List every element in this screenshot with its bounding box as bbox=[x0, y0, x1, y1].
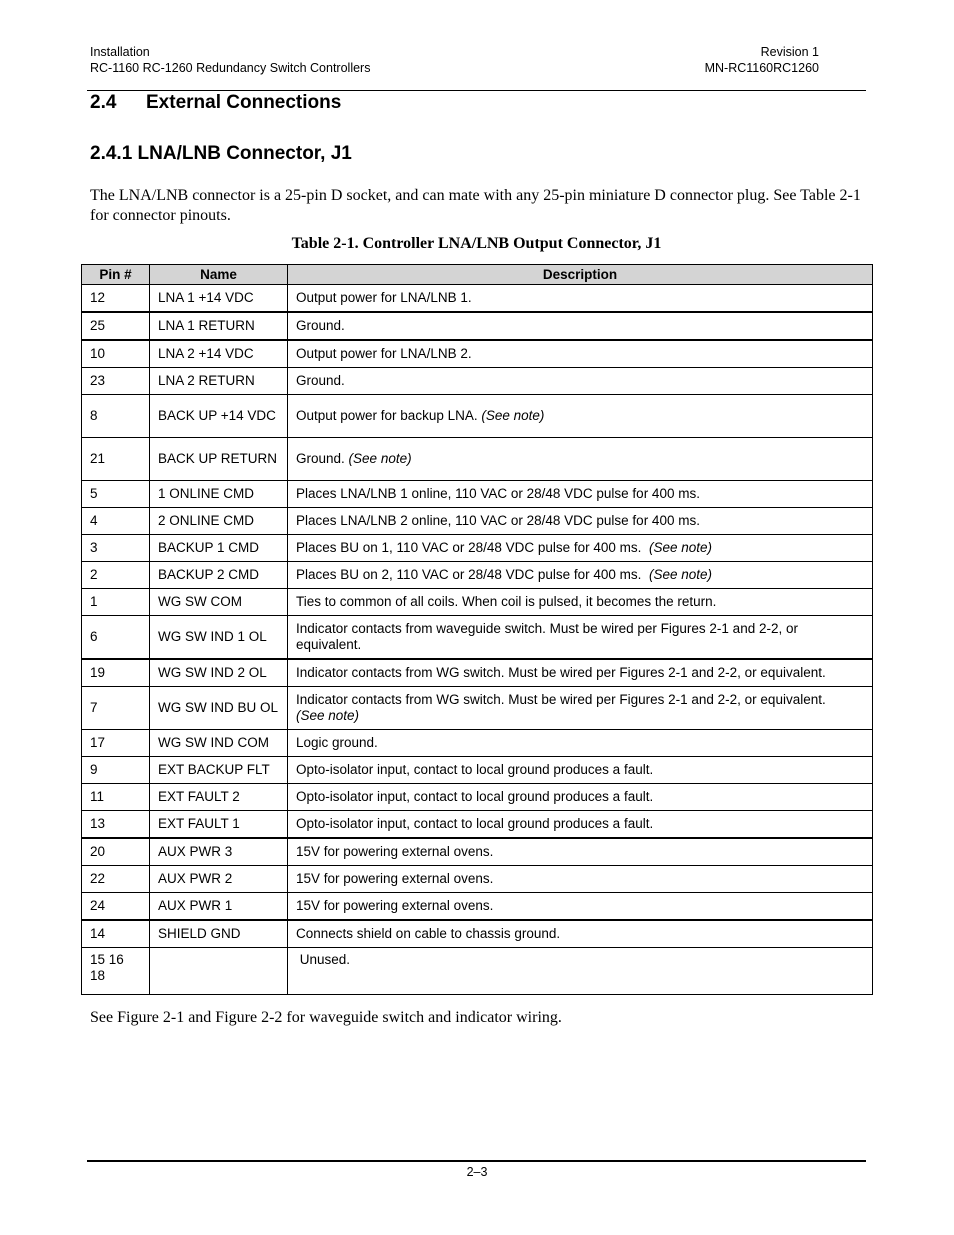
table-row bbox=[82, 730, 873, 757]
description-cell: Places LNA/LNB 2 online, 110 VAC or 28/48 VDC pulse for 400 ms. bbox=[288, 508, 873, 535]
name-cell: AUX PWR 2 bbox=[150, 866, 288, 893]
pin-cell: 7 bbox=[82, 687, 150, 730]
pin-cell: 3 bbox=[82, 535, 150, 562]
header-rule bbox=[87, 90, 866, 91]
name-cell: LNA 1 +14 VDC bbox=[150, 285, 288, 313]
table-row bbox=[82, 438, 873, 481]
pin-cell: 22 bbox=[82, 866, 150, 893]
pin-cell: 19 bbox=[82, 659, 150, 687]
table-row bbox=[82, 659, 873, 687]
name-cell: WG SW IND 2 OL bbox=[150, 659, 288, 687]
table-row bbox=[82, 562, 873, 589]
table-row bbox=[82, 312, 873, 340]
name-cell: EXT FAULT 1 bbox=[150, 811, 288, 839]
pin-cell: 14 bbox=[82, 920, 150, 948]
name-cell: 2 ONLINE CMD bbox=[150, 508, 288, 535]
subsection-heading: 2.4.1 LNA/LNB Connector, J1 bbox=[90, 143, 352, 164]
pin-cell: 4 bbox=[82, 508, 150, 535]
pin-cell: 10 bbox=[82, 340, 150, 368]
table-row bbox=[82, 340, 873, 368]
description-cell: Places LNA/LNB 1 online, 110 VAC or 28/48 VDC pulse for 400 ms. bbox=[288, 481, 873, 508]
description-cell: Places BU on 2, 110 VAC or 28/48 VDC pulse for 400 ms. (See note) bbox=[288, 562, 873, 589]
pin-cell: 15 16 18 bbox=[82, 948, 150, 995]
name-cell: LNA 2 +14 VDC bbox=[150, 340, 288, 368]
name-cell: WG SW COM bbox=[150, 589, 288, 616]
footer-rule bbox=[87, 1160, 866, 1162]
description-cell: Opto-isolator input, contact to local ground produces a fault. bbox=[288, 757, 873, 784]
name-cell: AUX PWR 3 bbox=[150, 838, 288, 866]
description-cell: Output power for LNA/LNB 2. bbox=[288, 340, 873, 368]
pin-cell: 17 bbox=[82, 730, 150, 757]
intro-paragraph: The LNA/LNB connector is a 25-pin D socket, and can mate with any 25-pin miniature D connector plug. See Table 2-1 for connector pinouts. bbox=[90, 187, 861, 224]
description-cell: Places BU on 1, 110 VAC or 28/48 VDC pulse for 400 ms. (See note) bbox=[288, 535, 873, 562]
pin-cell: 23 bbox=[82, 368, 150, 395]
header-chapter: Installation bbox=[90, 45, 150, 59]
section-title: External Connections bbox=[146, 92, 342, 113]
table-row bbox=[82, 395, 873, 438]
description-cell: Logic ground. bbox=[288, 730, 873, 757]
table-row bbox=[82, 687, 873, 730]
description-cell: Connects shield on cable to chassis ground. bbox=[288, 920, 873, 948]
description-cell: Output power for backup LNA. (See note) bbox=[288, 395, 873, 438]
pin-cell: 6 bbox=[82, 616, 150, 660]
pin-cell: 21 bbox=[82, 438, 150, 481]
table-row bbox=[82, 535, 873, 562]
name-cell: WG SW IND BU OL bbox=[150, 687, 288, 730]
page-number: 2–3 bbox=[466, 1165, 488, 1179]
header-product: RC-1160 RC-1260 Redundancy Switch Controllers bbox=[90, 61, 371, 75]
table-header-row bbox=[82, 265, 873, 285]
table-row bbox=[82, 757, 873, 784]
pin-cell: 25 bbox=[82, 312, 150, 340]
pin-cell: 1 bbox=[82, 589, 150, 616]
name-cell: WG SW IND COM bbox=[150, 730, 288, 757]
pin-cell: 11 bbox=[82, 784, 150, 811]
table-row bbox=[82, 838, 873, 866]
pin-cell: 9 bbox=[82, 757, 150, 784]
table-row bbox=[82, 589, 873, 616]
description-cell: 15V for powering external ovens. bbox=[288, 893, 873, 921]
header-revision: Revision 1 bbox=[760, 45, 819, 59]
table-caption: Table 2-1. Controller LNA/LNB Output Connector, J1 bbox=[291, 235, 662, 252]
name-cell: BACK UP +14 VDC bbox=[150, 395, 288, 438]
see-note: (See note) bbox=[648, 540, 712, 555]
table-row bbox=[82, 948, 873, 995]
name-cell: 1 ONLINE CMD bbox=[150, 481, 288, 508]
see-note: (See note) bbox=[648, 567, 712, 582]
pin-cell: 24 bbox=[82, 893, 150, 921]
pin-cell: 5 bbox=[82, 481, 150, 508]
header-name: Name bbox=[150, 265, 288, 285]
pin-cell: 12 bbox=[82, 285, 150, 313]
pin-cell: 2 bbox=[82, 562, 150, 589]
header-doc-number: MN-RC1160RC1260 bbox=[704, 61, 819, 75]
description-cell: Indicator contacts from WG switch. Must be wired per Figures 2-1 and 2-2, or equivalent. (See note) bbox=[288, 687, 873, 730]
header-right bbox=[705, 44, 819, 76]
name-cell: AUX PWR 1 bbox=[150, 893, 288, 921]
name-cell: LNA 2 RETURN bbox=[150, 368, 288, 395]
name-cell: BACKUP 2 CMD bbox=[150, 562, 288, 589]
description-cell: Ground. bbox=[288, 368, 873, 395]
pinout-table bbox=[81, 264, 873, 995]
name-cell: LNA 1 RETURN bbox=[150, 312, 288, 340]
description-cell: Opto-isolator input, contact to local ground produces a fault. bbox=[288, 784, 873, 811]
description-cell: Ties to common of all coils. When coil is pulsed, it becomes the return. bbox=[288, 589, 873, 616]
description-cell: Ground. bbox=[288, 312, 873, 340]
name-cell: EXT BACKUP FLT bbox=[150, 757, 288, 784]
description-cell: 15V for powering external ovens. bbox=[288, 866, 873, 893]
pin-cell: 20 bbox=[82, 838, 150, 866]
closing-paragraph: See Figure 2-1 and Figure 2-2 for waveguide switch and indicator wiring. bbox=[90, 1009, 562, 1026]
name-cell: BACKUP 1 CMD bbox=[150, 535, 288, 562]
section-number: 2.4 bbox=[90, 92, 117, 113]
table-row bbox=[82, 481, 873, 508]
pin-cell: 13 bbox=[82, 811, 150, 839]
description-cell: Indicator contacts from waveguide switch. Must be wired per Figures 2-1 and 2-2, or equivalent. bbox=[288, 616, 873, 660]
header-pin: Pin # bbox=[82, 265, 150, 285]
header-left bbox=[90, 44, 370, 76]
table-row bbox=[82, 920, 873, 948]
table-row bbox=[82, 285, 873, 313]
name-cell bbox=[150, 948, 288, 995]
table-row bbox=[82, 508, 873, 535]
description-cell: Output power for LNA/LNB 1. bbox=[288, 285, 873, 313]
name-cell: EXT FAULT 2 bbox=[150, 784, 288, 811]
header-description: Description bbox=[288, 265, 873, 285]
table-row bbox=[82, 893, 873, 921]
description-cell: Indicator contacts from WG switch. Must be wired per Figures 2-1 and 2-2, or equivalent. bbox=[288, 659, 873, 687]
table-row bbox=[82, 811, 873, 839]
table-row bbox=[82, 866, 873, 893]
name-cell: WG SW IND 1 OL bbox=[150, 616, 288, 660]
pin-cell: 8 bbox=[82, 395, 150, 438]
see-note: (See note) bbox=[481, 408, 545, 423]
table-row bbox=[82, 368, 873, 395]
description-cell: 15V for powering external ovens. bbox=[288, 838, 873, 866]
see-note: (See note) bbox=[296, 708, 360, 723]
name-cell: SHIELD GND bbox=[150, 920, 288, 948]
description-cell: Opto-isolator input, contact to local ground produces a fault. bbox=[288, 811, 873, 839]
name-cell: BACK UP RETURN bbox=[150, 438, 288, 481]
description-cell: Ground. (See note) bbox=[288, 438, 873, 481]
see-note: (See note) bbox=[348, 451, 412, 466]
table-row bbox=[82, 784, 873, 811]
section-heading bbox=[90, 92, 341, 114]
table-row bbox=[82, 616, 873, 660]
description-cell: Unused. bbox=[288, 948, 873, 995]
